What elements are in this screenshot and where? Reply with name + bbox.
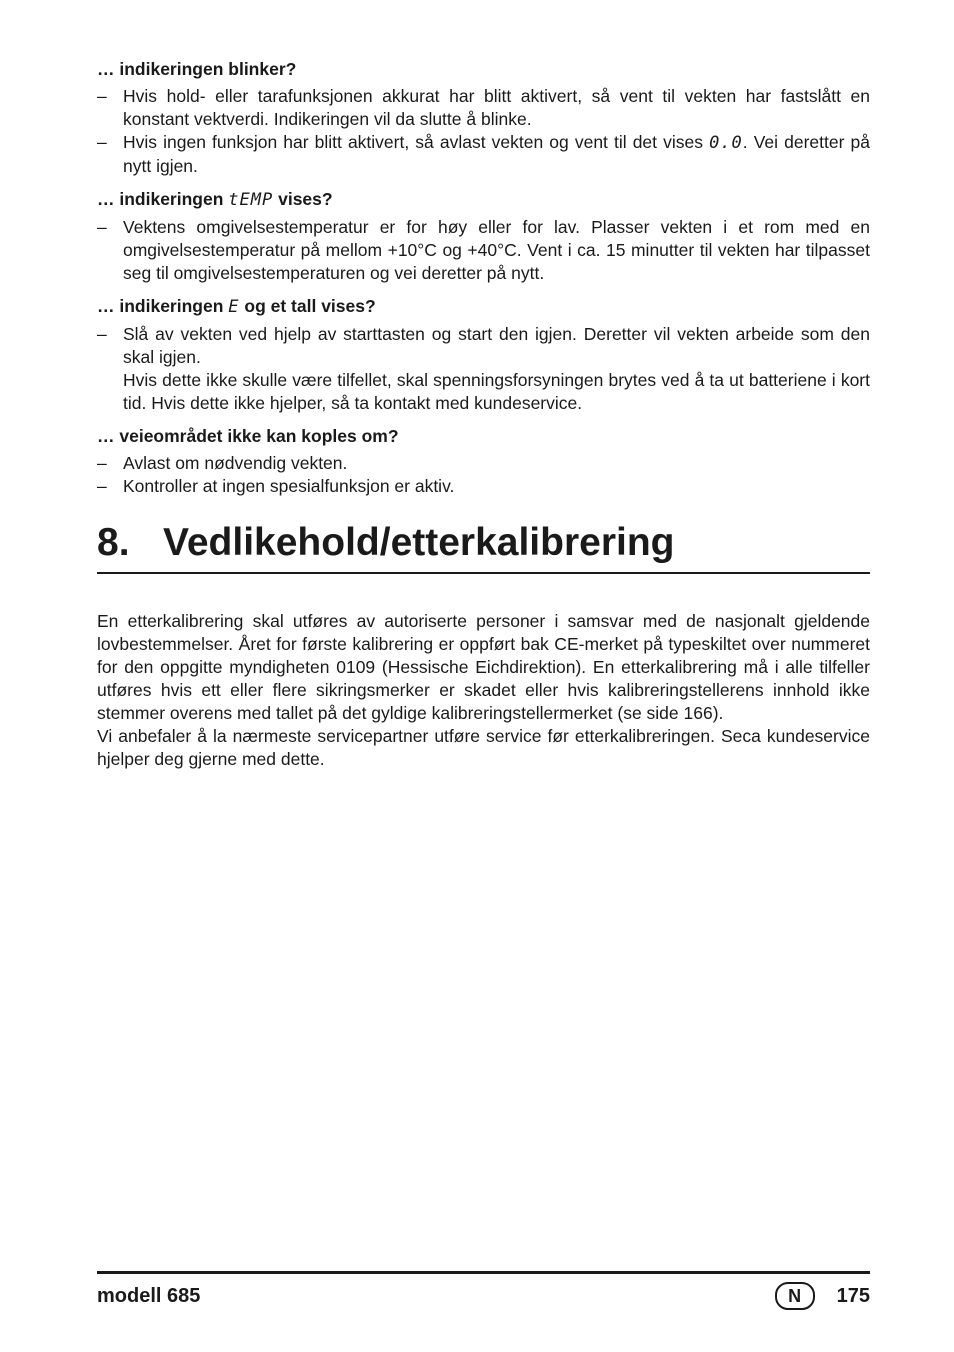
faq-answer-list <box>97 452 870 498</box>
body-paragraph: Vi anbefaler å la nærmeste servicepartner utføre service før etterkalibreringen. Seca kundeservice hjelper deg gjerne med dette. <box>97 726 870 769</box>
lcd-display-temp: tEMP <box>228 190 274 210</box>
body-paragraph: En etterkalibrering skal utføres av autoriserte personer i samsvar med de nasjonalt gjeldende lovbestemmelser. Året for første kalibrering er oppført bak CE-merket på typeskiltet over nummeret for den oppgitte myndigheten 0109 (Hessische Eichdirektion). En etterkalibrering må i alle tilfeller utføres hvis ett eller flere sikringsmerker er skadet eller hvis kalibreringstellerens innhold ikke stemmer overens med tallet på det gyldige kalibreringstellermerket (se side 166). <box>97 611 870 723</box>
model-name: modell 685 <box>97 1284 201 1307</box>
page-footer <box>97 1271 870 1318</box>
section-heading <box>97 520 870 574</box>
list-item-text: Hvis ingen funksjon har blitt aktivert, så avlast vekten og vent til det vises <box>123 132 710 152</box>
faq-question-text: … indikeringen <box>97 296 229 316</box>
faq-question <box>97 295 870 319</box>
faq-question-text: … indikeringen <box>97 189 229 209</box>
faq-answer-list <box>97 216 870 285</box>
list-item-text: – Slå av vekten ved hjelp av starttasten og start den igjen. Deretter vil vekten arbeide som den skal igjen. <box>123 324 870 367</box>
list-item-text: Vektens omgivelsestemperatur er for høy eller for lav. Plasser vekten i et rom med en omgivelsestemperatur på mellom +10°C og +40°C. Vent i ca. 15 minutter til vekten har tilpasset seg til omgivelsestemperaturen og vei deretter på nytt. <box>123 217 870 283</box>
faq-question-text: … indikeringen blinker? <box>97 59 297 79</box>
page-number: 175 <box>836 1284 870 1307</box>
list-item-text: Hvis hold- eller tarafunksjonen akkurat har blitt aktivert, så vent til vekten har fastslått en konstant vektverdi. Indikeringen vil da slutte å blinke. <box>123 86 870 129</box>
list-item <box>97 216 870 285</box>
section-number: 8. <box>97 521 130 564</box>
faq-question-text: … veieområdet ikke kan koples om? <box>97 426 399 446</box>
faq-answer-list <box>97 85 870 178</box>
list-item <box>97 452 870 475</box>
faq-question <box>97 425 870 448</box>
lcd-display-zero: 0.0 <box>709 133 743 153</box>
section-title: Vedlikehold/etterkalibrering <box>163 521 675 564</box>
list-item <box>97 323 870 415</box>
footer-right <box>775 1282 870 1310</box>
faq-answer-list <box>97 323 870 415</box>
section-body <box>97 610 870 771</box>
list-item <box>97 475 870 498</box>
list-item <box>97 85 870 131</box>
faq-question <box>97 58 870 81</box>
list-item-text: Avlast om nødvendig vekten. <box>123 453 348 473</box>
list-item <box>97 131 870 178</box>
language-badge: N <box>775 1282 815 1310</box>
list-item-text: Hvis dette ikke skulle være tilfellet, skal spenningsforsyningen brytes ved å ta ut batteriene i kort tid. Hvis dette ikke hjelper, så ta kontakt med kundeservice. <box>123 370 870 413</box>
faq-question-text: vises? <box>273 189 333 209</box>
lcd-display-error: E <box>228 297 240 317</box>
list-item-text: . Vei deretter på nytt igjen. <box>123 132 870 176</box>
list-item-text: Kontroller at ingen spesialfunksjon er aktiv. <box>123 476 455 496</box>
faq-question <box>97 188 870 212</box>
faq-question-text: og et tall vises? <box>239 296 376 316</box>
page-content <box>97 58 870 771</box>
